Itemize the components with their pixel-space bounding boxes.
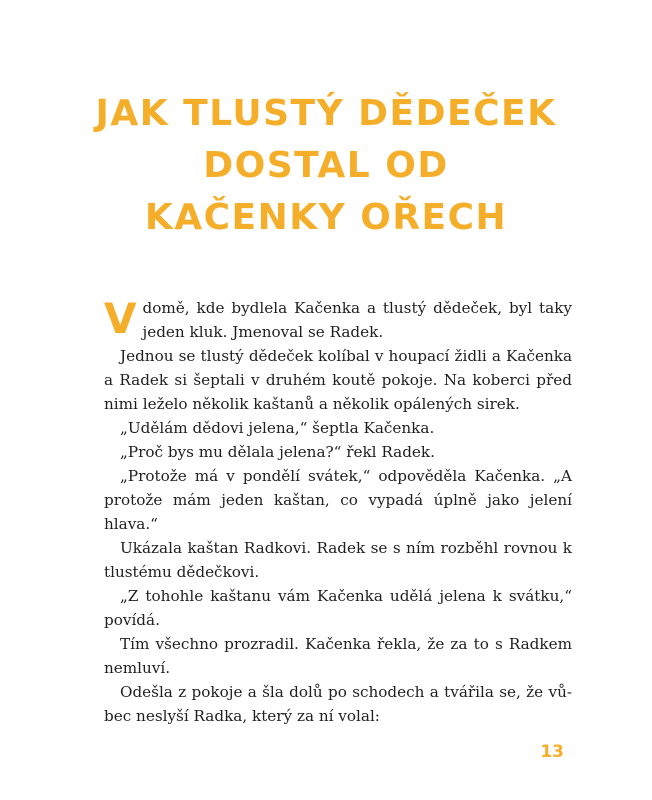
paragraph-1	[104, 296, 572, 344]
paragraph-9: Odešla z pokoje a šla dolů po schodech a tvářila se, že vůbec neslyší Radka, který za ní volal:	[104, 683, 572, 725]
chapter-title-line-1: JAK TLUSTÝ DĚDEČEK	[95, 93, 557, 134]
page-number: 13	[540, 742, 564, 762]
paragraph-1-text: domě, kde bydlela Kačenka a tlustý dědeček, byl taky jeden kluk. Jmenoval se Radek.	[142, 299, 572, 341]
chapter-title-line-3: KAČENKY OŘECH	[144, 197, 508, 238]
paragraph-8: Tím všechno prozradil. Kačenka řekla, že za to s Radkem nemluví.	[104, 635, 572, 677]
paragraph-7: „Z tohohle kaštanu vám Kačenka udělá jelena k svátku,“ povídá.	[104, 587, 572, 629]
chapter-title-line-2: DOSTAL OD	[203, 145, 449, 186]
paragraph-4: „Proč bys mu dělala jelena?“ řekl Radek.	[120, 443, 435, 461]
paragraph-3: „Udělám dědovi jelena,“ šeptla Kačenka.	[120, 419, 435, 437]
story-text	[104, 296, 572, 728]
drop-cap: V	[104, 294, 137, 343]
paragraph-5: „Protože má v pondělí svátek,“ odpověděla Kačenka. „A protože mám jeden kaštan, co vypadá úplně jako jelení hlava.“	[104, 467, 572, 533]
chapter-title	[0, 88, 652, 244]
paragraph-6: Ukázala kaštan Radkovi. Radek se s ním rozběhl rovnou k tlustému dědečkovi.	[104, 539, 572, 581]
paragraph-2: Jednou se tlustý dědeček kolíbal v houpací židli a Kačenka a Radek si šeptali v druhém koutě pokoje. Na koberci před nimi leželo několik kaštanů a několik opálených sirek.	[104, 347, 572, 413]
